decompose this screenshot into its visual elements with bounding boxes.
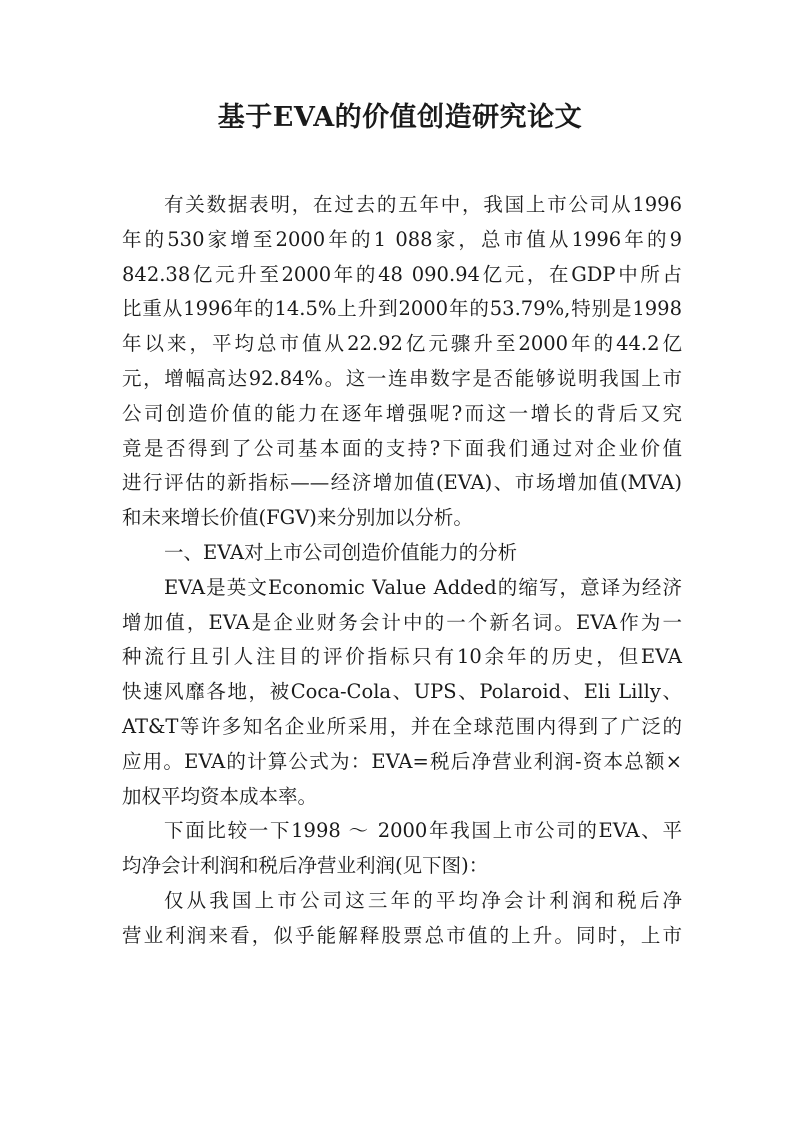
text-line: 竟是否得到了公司基本面的支持?下面我们通过对企业价值 xyxy=(122,436,682,460)
text-line: AT&T等许多知名企业所采用，并在全球范围内得到了广泛的 xyxy=(122,714,682,738)
text-line: EVA是英文Economic Value Added的缩写，意译为经济 xyxy=(164,575,682,599)
text-line: 均净会计利润和税后净营业利润(见下图)： xyxy=(122,854,489,878)
document-body xyxy=(122,188,682,954)
text-line: 仅从我国上市公司这三年的平均净会计利润和税后净 xyxy=(164,888,682,912)
paragraph-intro xyxy=(122,188,682,536)
text-line: 下面比较一下1998 ～ 2000年我国上市公司的EVA、平 xyxy=(164,819,682,843)
text-line: 进行评估的新指标——经济增加值(EVA)、市场增加值(MVA) xyxy=(122,471,682,495)
text-line: 应用。EVA的计算公式为：EVA=税后净营业利润-资本总额× xyxy=(122,749,682,773)
text-line: 有关数据表明，在过去的五年中，我国上市公司从1996 xyxy=(164,193,682,216)
text-line: 公司创造价值的能力在逐年增强呢?而这一增长的背后又究 xyxy=(122,401,682,425)
text-line: 增加值，EVA是企业财务会计中的一个新名词。EVA作为一 xyxy=(122,610,682,634)
text-line: 年以来，平均总市值从22.92亿元骤升至2000年的44.2亿 xyxy=(122,332,682,356)
text-line: 快速风靡各地，被Coca-Cola、UPS、Polaroid、Eli Lilly、 xyxy=(122,680,682,704)
text-line: 种流行且引人注目的评价指标只有10余年的历史，但EVA xyxy=(122,645,682,669)
text-line: 营业利润来看，似乎能解释股票总市值的上升。同时，上市 xyxy=(122,923,682,947)
document-title: 基于EVA的价值创造研究论文 xyxy=(217,102,583,133)
section-heading-text: 一、EVA对上市公司创造价值能力的分析 xyxy=(164,540,518,564)
text-line: 比重从1996年的14.5%上升到2000年的53.79%,特别是1998 xyxy=(122,297,682,321)
text-line: 加权平均资本成本率。 xyxy=(122,784,318,808)
paragraph-comparison xyxy=(122,814,682,884)
text-line: 和未来增长价值(FGV)来分别加以分析。 xyxy=(122,506,473,530)
section-heading-1 xyxy=(122,536,682,571)
paragraph-eva-definition xyxy=(122,571,682,815)
text-line: 年的530家增至2000年的1 088家，总市值从1996年的9 xyxy=(122,227,682,251)
text-line: 元，增幅高达92.84%。这一连串数字是否能够说明我国上市 xyxy=(122,366,682,390)
text-line: 842.38亿元升至2000年的48 090.94亿元，在GDP中所占 xyxy=(122,262,682,286)
paragraph-analysis xyxy=(122,884,682,954)
